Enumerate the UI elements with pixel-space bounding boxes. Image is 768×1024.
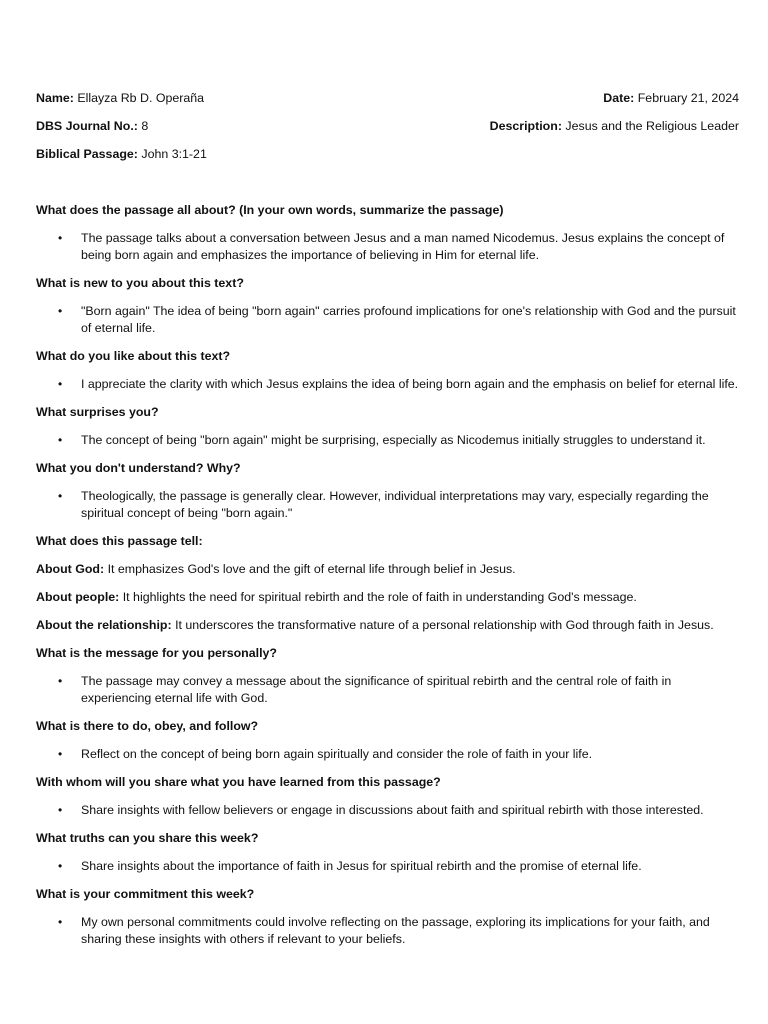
- answer-text: "Born again" The idea of being "born again" carries profound implications for one's relationship with God and the pursuit of eternal life.: [81, 304, 736, 335]
- name-value: Ellayza Rb D. Operaña: [77, 91, 205, 105]
- about-relationship-label: About the relationship:: [36, 618, 172, 632]
- answer-text: Share insights about the importance of faith in Jesus for spiritual rebirth and the promise of eternal life.: [81, 859, 642, 873]
- journal-page: [36, 90, 739, 959]
- answer-list-surprise: [36, 432, 739, 449]
- about-god-label: About God:: [36, 562, 105, 576]
- answer-obey: [36, 746, 739, 763]
- about-relationship-text: It underscores the transformative nature of a personal relationship with God through faith in Jesus.: [175, 618, 714, 632]
- about-god: [36, 561, 739, 578]
- question-commitment: What is your commitment this week?: [36, 887, 255, 901]
- answer-list-truths: [36, 858, 739, 875]
- about-god-text: It emphasizes God's love and the gift of eternal life through belief in Jesus.: [107, 562, 516, 576]
- about-people-text: It highlights the need for spiritual rebirth and the role of faith in understanding God's message.: [122, 590, 637, 604]
- question-dont-understand: What you don't understand? Why?: [36, 461, 241, 475]
- description-label: Description:: [489, 119, 562, 133]
- answer-new: [36, 303, 739, 337]
- answer-list-dont-understand: [36, 488, 739, 522]
- name-field: [36, 90, 204, 110]
- journal-number-field: [36, 118, 148, 138]
- answer-list-commitment: [36, 914, 739, 948]
- answer-truths: [36, 858, 739, 875]
- answer-like: [36, 376, 739, 393]
- description-value: Jesus and the Religious Leader: [565, 119, 739, 133]
- bullet-icon: •: [58, 859, 63, 873]
- bullet-icon: •: [58, 489, 63, 503]
- date-field: [603, 90, 739, 110]
- question-message: What is the message for you personally?: [36, 646, 277, 660]
- question-truths: What truths can you share this week?: [36, 831, 259, 845]
- answer-list-summary: [36, 230, 739, 264]
- answer-commitment: [36, 914, 739, 948]
- question-like: What do you like about this text?: [36, 349, 231, 363]
- question-passage-tell: What does this passage tell:: [36, 534, 203, 548]
- bullet-icon: •: [58, 304, 63, 318]
- bullet-icon: •: [58, 377, 63, 391]
- question-obey: What is there to do, obey, and follow?: [36, 719, 259, 733]
- answer-message: [36, 673, 739, 707]
- bullet-icon: •: [58, 433, 63, 447]
- header-row-1: [36, 90, 739, 110]
- answer-list-share: [36, 802, 739, 819]
- answer-text: The passage talks about a conversation between Jesus and a man named Nicodemus. Jesus explains the concept of being born again and emphasizes the importance of believing in Him for eternal life.: [81, 231, 725, 262]
- bullet-icon: •: [58, 674, 63, 688]
- question-new: What is new to you about this text?: [36, 276, 244, 290]
- date-value: February 21, 2024: [637, 91, 739, 105]
- about-relationship: [36, 617, 739, 634]
- answer-text: My own personal commitments could involve reflecting on the passage, exploring its implications for your faith, and sharing these insights with others if relevant to your beliefs.: [81, 915, 710, 946]
- journal-number-value: 8: [141, 119, 149, 133]
- answer-summary: [36, 230, 739, 264]
- answer-list-new: [36, 303, 739, 337]
- answer-text: The concept of being "born again" might be surprising, especially as Nicodemus initially struggles to understand it.: [81, 433, 706, 447]
- answer-text: Theologically, the passage is generally clear. However, individual interpretations may vary, especially regarding the spiritual concept of being "born again.": [81, 489, 709, 520]
- bullet-icon: •: [58, 231, 63, 245]
- biblical-passage-field: [36, 146, 207, 166]
- journal-number-label: DBS Journal No.:: [36, 119, 138, 133]
- answer-list-message: [36, 673, 739, 707]
- bullet-icon: •: [58, 915, 63, 929]
- description-field: [490, 118, 739, 138]
- answer-share: [36, 802, 739, 819]
- answer-surprise: [36, 432, 739, 449]
- question-surprise: What surprises you?: [36, 405, 159, 419]
- answer-text: The passage may convey a message about the significance of spiritual rebirth and the central role of faith in experiencing eternal life with God.: [81, 674, 672, 705]
- biblical-passage-value: John 3:1-21: [141, 147, 207, 161]
- bullet-icon: •: [58, 747, 63, 761]
- answer-list-like: [36, 376, 739, 393]
- question-summary: What does the passage all about? (In your own words, summarize the passage): [36, 203, 504, 217]
- answer-list-obey: [36, 746, 739, 763]
- answer-text: I appreciate the clarity with which Jesus explains the idea of being born again and the emphasis on belief for eternal life.: [81, 377, 739, 391]
- about-people-label: About people:: [36, 590, 120, 604]
- header-row-2: [36, 118, 739, 138]
- question-share: With whom will you share what you have learned from this passage?: [36, 775, 441, 789]
- about-people: [36, 589, 739, 606]
- biblical-passage-label: Biblical Passage:: [36, 147, 138, 161]
- answer-text: Reflect on the concept of being born again spiritually and consider the role of faith in your life.: [81, 747, 593, 761]
- bullet-icon: •: [58, 803, 63, 817]
- answer-dont-understand: [36, 488, 739, 522]
- name-label: Name:: [36, 91, 74, 105]
- header-row-3: [36, 146, 739, 166]
- answer-text: Share insights with fellow believers or engage in discussions about faith and spiritual rebirth with those interested.: [81, 803, 704, 817]
- date-label: Date:: [603, 91, 635, 105]
